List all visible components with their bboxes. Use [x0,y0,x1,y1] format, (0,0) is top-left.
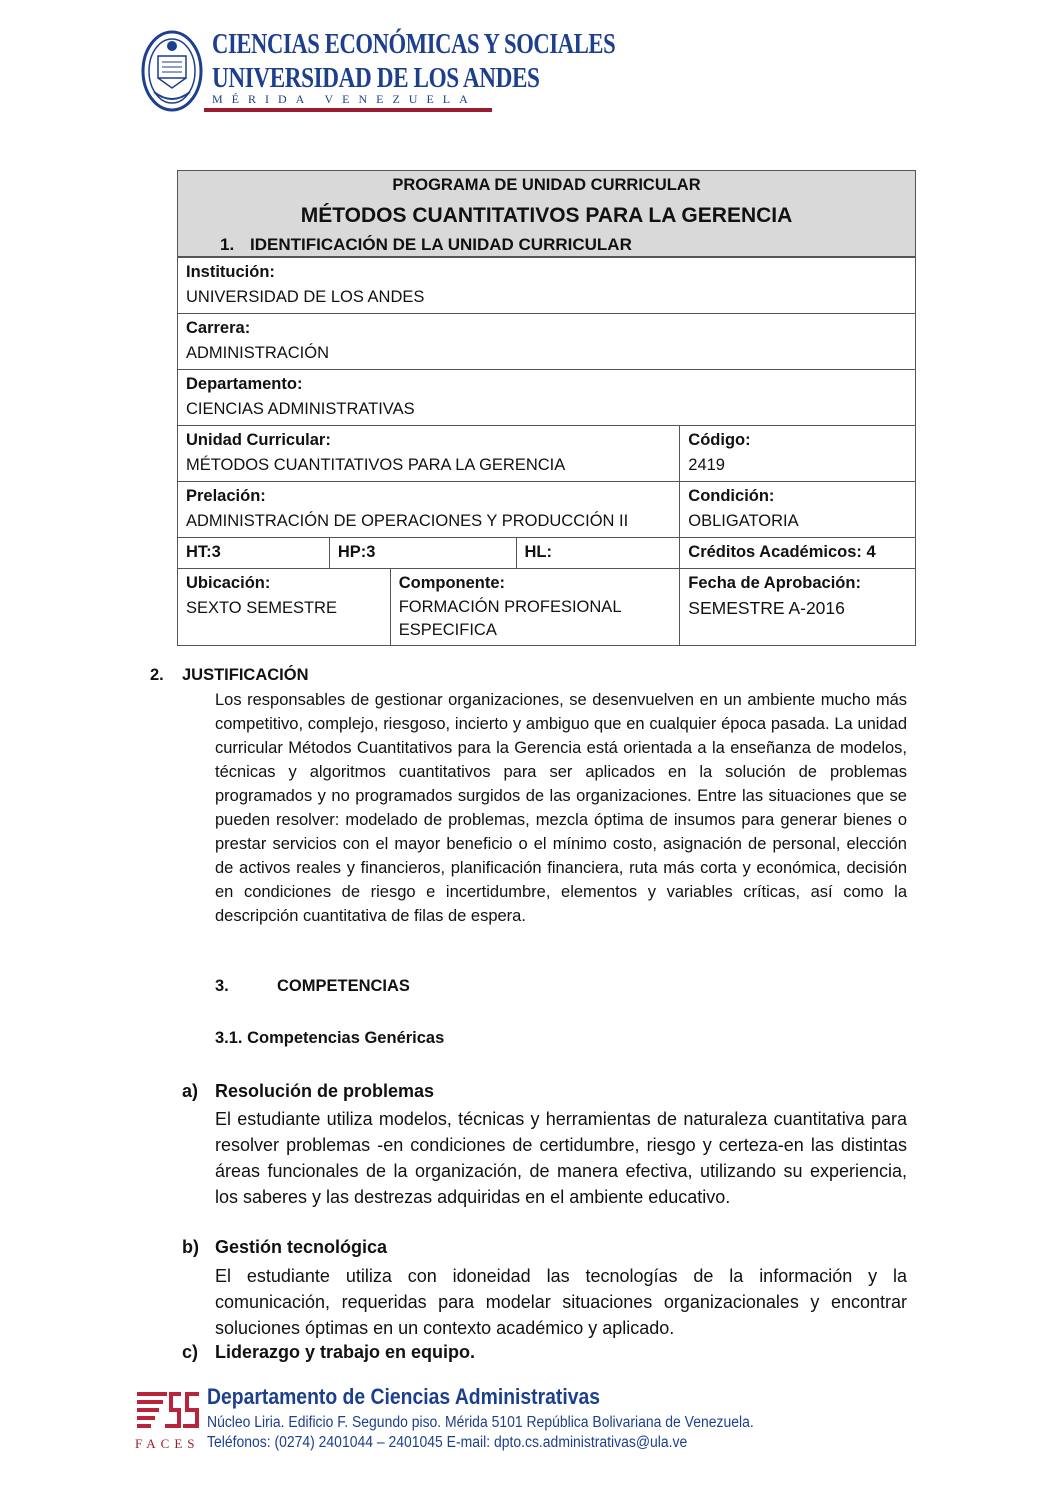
competency-item-text: El estudiante utiliza con idoneidad las tecnologías de la información y la comunicación, requeridas para modelar situaciones organizacionales y encontrar soluciones óptimas en un contexto académico y aplicado. [215,1266,907,1338]
item-title: Gestión tecnológica [215,1237,388,1257]
ubicacion-value: SEXTO SEMESTRE [186,599,337,617]
university-seal-icon [140,26,204,112]
section3-number: 3. [215,977,229,995]
table-row [178,482,916,538]
logo-city: MÉRIDA VENEZUELA [212,92,477,106]
section1-title: IDENTIFICACIÓN DE LA UNIDAD CURRICULAR [250,235,632,254]
creditos-cell [680,538,916,569]
unidad-value: MÉTODOS CUANTITATIVOS PARA LA GERENCIA [186,456,566,474]
condicion-cell [680,482,916,538]
table-row [178,314,916,370]
table-row [178,538,916,569]
course-title: MÉTODOS CUANTITATIVOS PARA LA GERENCIA [300,204,793,227]
program-heading: PROGRAMA DE UNIDAD CURRICULAR [392,176,701,194]
hl-label: HL: [524,543,553,561]
departamento-label: Departamento: [186,375,303,393]
departamento-cell [178,370,916,426]
table-row [178,426,916,482]
fecha-value: SEMESTRE A-2016 [688,598,845,618]
identification-table [177,257,916,646]
condicion-value: OBLIGATORIA [688,512,799,530]
carrera-label: Carrera: [186,319,251,337]
footer-contact: Teléfonos: (0274) 2401044 – 2401045 E-mail: dpto.cs.administrativas@ula.ve [207,1434,688,1451]
ubicacion-cell [178,569,391,646]
item-letter: a) [182,1081,199,1101]
codigo-label: Código: [688,431,751,449]
fecha-label: Fecha de Aprobación: [688,574,861,592]
program-title-box [177,170,916,257]
competency-item-text: El estudiante utiliza modelos, técnicas y herramientas de naturaleza cuantitativa para resolver problemas -en condiciones de certidumbre, riesgo y certeza-en las distintas áreas funcionales de la organización, de manera efectiva, utilizando su experiencia, los saberes y las destrezas adquiridas en el ambiente educativo. [215,1109,907,1207]
table-row [178,258,916,314]
prelacion-label: Prelación: [186,487,266,505]
departamento-value: CIENCIAS ADMINISTRATIVAS [186,400,415,418]
faces-logo-icon [135,1388,201,1434]
logo-underline [204,108,492,112]
ht-label: HT:3 [186,543,221,561]
carrera-value: ADMINISTRACIÓN [186,344,330,362]
hp-cell [329,538,516,569]
justification-paragraph: Los responsables de gestionar organizaciones, se desenvuelven en un ambiente mucho más competitivo, complejo, riesgoso, incierto y ambiguo que en cualquier época pasada. La unidad curricular Métodos Cuantitativos para la Gerencia está orientada a la enseñanza de modelos, técnicas y algoritmos cuantitativos para ser aplicados en la solución de problemas programados y no programados surgidos de las organizaciones. Entre las situaciones que se pueden resolver: modelado de problemas, mezcla óptima de insumos para generar bienes o prestar servicios con el mayor beneficio o el mínimo costo, asignación de personal, elección de activos reales y financieros, planificación financiera, ruta más corta y económica, decisión en condiciones de riesgo e incertidumbre, elementos y variables críticas, así como la descripción cuantitativa de filas de espera. [215,691,907,925]
hl-cell [516,538,680,569]
subsection-heading: 3.1. Competencias Genéricas [215,1029,445,1047]
codigo-cell [680,426,916,482]
institucion-value: UNIVERSIDAD DE LOS ANDES [186,288,425,306]
table-row [178,370,916,426]
item-title: Liderazgo y trabajo en equipo. [215,1342,476,1362]
ht-cell [178,538,330,569]
section3-title: COMPETENCIAS [277,977,410,995]
header-logo [140,22,616,114]
componente-label: Componente: [398,574,506,592]
unidad-label: Unidad Curricular: [186,431,331,449]
hp-label: HP:3 [337,543,376,561]
institucion-cell [178,258,916,314]
creditos-label: Créditos Académicos: 4 [688,543,876,561]
faces-wordmark: FACES [135,1436,200,1451]
table-row [178,569,916,646]
competency-item-heading [182,1237,387,1258]
section2-title: JUSTIFICACIÓN [182,666,309,684]
section1-number: 1. [220,235,235,254]
footer-address: Núcleo Liria. Edificio F. Segundo piso. Mérida 5101 República Bolivariana de Venezuela. [207,1414,754,1431]
carrera-cell [178,314,916,370]
item-title: Resolución de problemas [215,1081,435,1101]
section1-heading [220,235,632,255]
prelacion-value: ADMINISTRACIÓN DE OPERACIONES Y PRODUCCIÓN II [186,512,629,530]
competency-item-heading [182,1342,475,1363]
unidad-cell [178,426,680,482]
item-letter: c) [182,1342,199,1362]
footer-department: Departamento de Ciencias Administrativas [207,1384,601,1409]
logo-faculty-name: CIENCIAS ECONÓMICAS Y SOCIALES [212,28,616,60]
condicion-label: Condición: [688,487,775,505]
institucion-label: Institución: [186,263,275,281]
item-letter: b) [182,1237,199,1257]
ubicacion-label: Ubicación: [186,574,271,592]
footer [135,1384,754,1456]
componente-value: FORMACIÓN PROFESIONAL ESPECIFICA [398,598,621,639]
prelacion-cell [178,482,680,538]
competency-item-heading [182,1081,434,1102]
componente-cell [390,569,680,646]
codigo-value: 2419 [688,456,725,474]
section2-number: 2. [150,666,164,684]
section3-heading [215,977,410,996]
section2-heading [150,666,309,685]
fecha-cell [680,569,916,646]
logo-university-name: UNIVERSIDAD DE LOS ANDES [212,62,540,94]
